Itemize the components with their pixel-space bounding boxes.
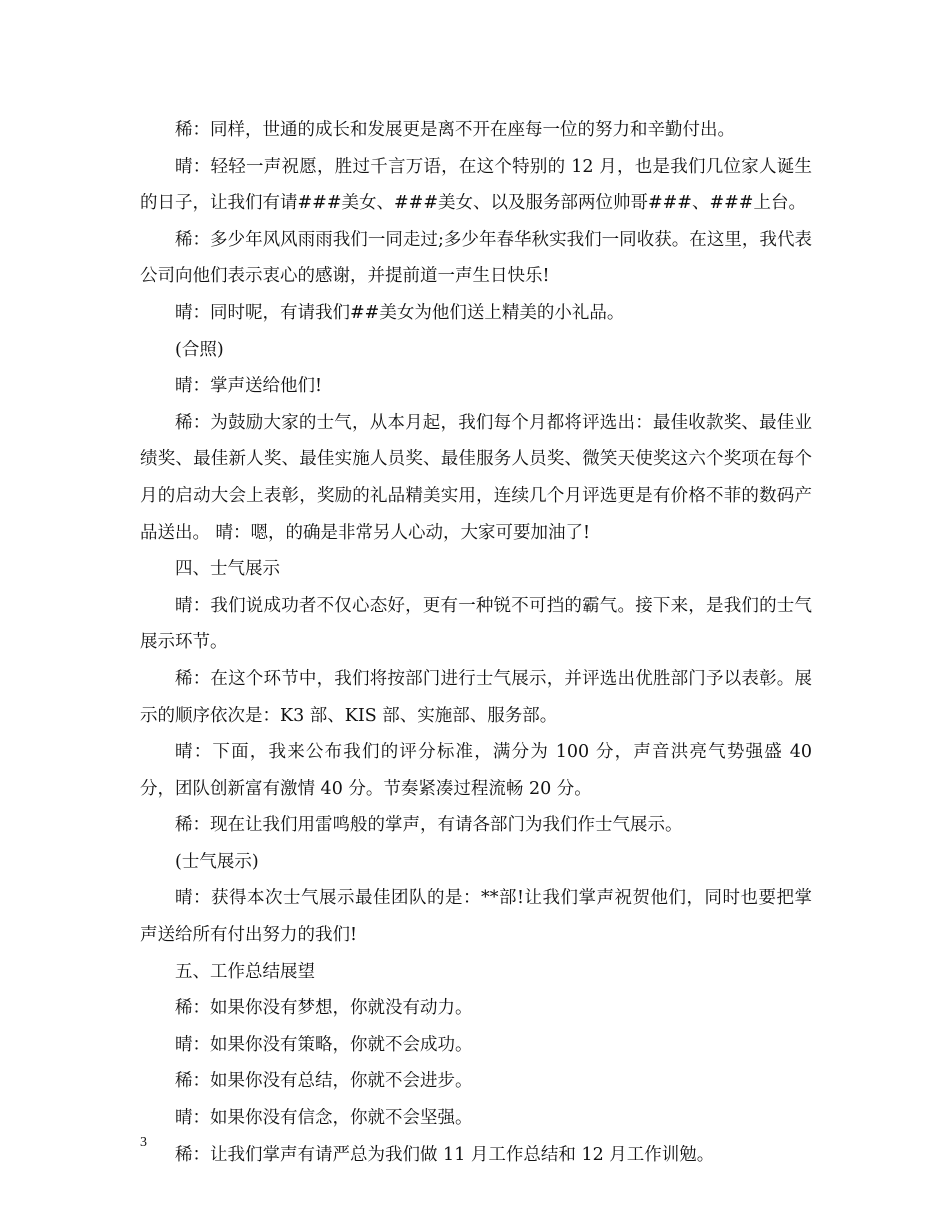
paragraph: 稀：多少年风风雨雨我们一同走过;多少年春华秋实我们一同收获。在这里，我代表公司向他们表示衷心的感谢，并提前道一声生日快乐! (140, 229, 812, 287)
paragraph: 稀：同样，世通的成长和发展更是离不开在座每一位的努力和辛勤付出。 (175, 120, 735, 140)
stage-direction: (合照) (175, 339, 224, 360)
paragraph: 稀：让我们掌声有请严总为我们做 11 月工作总结和 12 月工作训勉。 (175, 1144, 715, 1165)
section-heading: 四、士气展示 (175, 559, 280, 580)
paragraph: 晴：掌声送给他们! (175, 376, 323, 397)
document-body (140, 112, 812, 1173)
paragraph: 晴：如果你没有策略，你就不会成功。 (175, 1034, 473, 1055)
paragraph: 晴：如果你没有信念，你就不会坚强。 (175, 1108, 473, 1129)
paragraph: 晴：同时呢，有请我们##美女为他们送上精美的小礼品。 (175, 302, 625, 323)
paragraph: 晴：我们说成功者不仅心态好，更有一种锐不可挡的霸气。接下来，是我们的士气展示环节。 (140, 595, 812, 653)
page-number: 3 (140, 1135, 147, 1150)
paragraph: 晴：下面，我来公布我们的评分标准，满分为 100 分，声音洪亮气势强盛 40 分，团队创新富有激情 40 分。节奏紧凑过程流畅 20 分。 (140, 742, 812, 799)
section-heading: 五、工作总结展望 (175, 961, 315, 982)
paragraph: 稀：如果你没有总结，你就不会进步。 (175, 1071, 473, 1092)
paragraph: 稀：为鼓励大家的士气，从本月起，我们每个月都将评选出：最佳收款奖、最佳业绩奖、最佳新人奖、最佳实施人员奖、最佳服务人员奖、微笑天使奖这六个奖项在每个月的启动大会上表彰，奖励的礼品精美实用，连续几个月评选更是有价格不菲的数码产品送出。 晴：嗯，的确是非常另人心动，大家可要加油了! (140, 412, 812, 543)
paragraph: 稀：在这个环节中，我们将按部门进行士气展示，并评选出优胜部门予以表彰。展示的顺序依次是：K3 部、KIS 部、实施部、服务部。 (140, 668, 812, 726)
paragraph: 稀：如果你没有梦想，你就没有动力。 (175, 998, 473, 1019)
paragraph: 稀：现在让我们用雷鸣般的掌声，有请各部门为我们作士气展示。 (175, 815, 683, 836)
paragraph: 晴：获得本次士气展示最佳团队的是：**部!让我们掌声祝贺他们，同时也要把掌声送给所有付出努力的我们! (140, 888, 812, 946)
paragraph: 晴：轻轻一声祝愿，胜过千言万语，在这个特别的 12 月，也是我们几位家人诞生的日子，让我们有请###美女、###美女、以及服务部两位帅哥###、###上台。 (140, 156, 812, 214)
stage-direction: (士气展示) (175, 851, 259, 872)
